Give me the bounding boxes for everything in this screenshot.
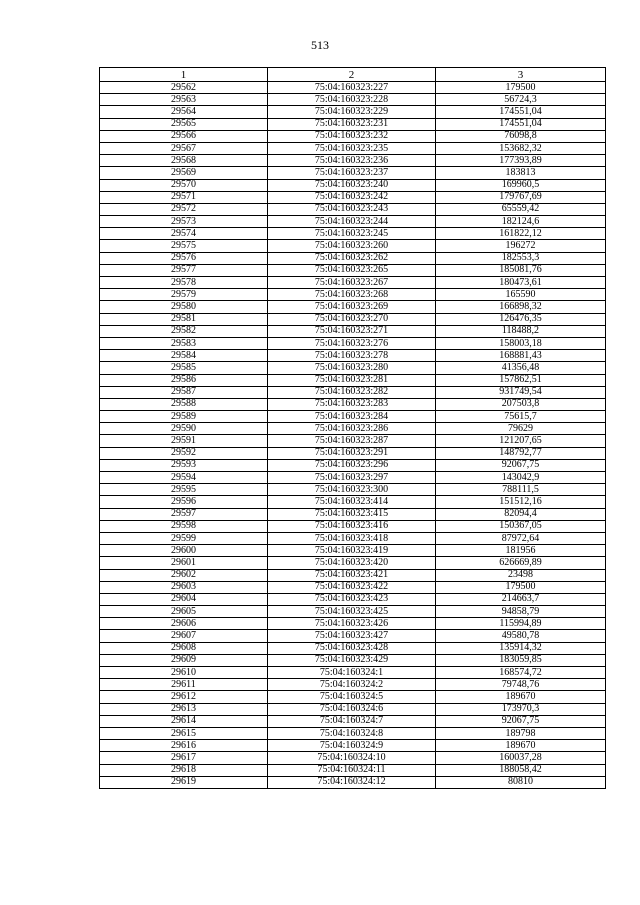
row-number-cell: 29595 (100, 484, 268, 496)
cadastral-number-cell: 75:04:160323:267 (268, 277, 436, 289)
cadastral-number-cell: 75:04:160323:245 (268, 228, 436, 240)
cadastral-number-cell: 75:04:160323:300 (268, 484, 436, 496)
table-row (100, 240, 606, 252)
cadastral-number-cell: 75:04:160324:5 (268, 691, 436, 703)
cadastral-number-cell: 75:04:160324:6 (268, 703, 436, 715)
table-row (100, 691, 606, 703)
cadastral-number-cell: 75:04:160324:1 (268, 667, 436, 679)
cadastral-number-cell: 75:04:160323:270 (268, 313, 436, 325)
value-cell: 179500 (436, 581, 606, 593)
value-cell: 168574,72 (436, 667, 606, 679)
row-number-cell: 29578 (100, 277, 268, 289)
row-number-cell: 29601 (100, 557, 268, 569)
row-number-cell: 29579 (100, 289, 268, 301)
cadastral-number-cell: 75:04:160323:269 (268, 301, 436, 313)
cadastral-number-cell: 75:04:160323:296 (268, 459, 436, 471)
row-number-cell: 29582 (100, 325, 268, 337)
column-header-1: 1 (100, 68, 268, 82)
column-header-2: 2 (268, 68, 436, 82)
row-number-cell: 29608 (100, 642, 268, 654)
table-row (100, 386, 606, 398)
table-row (100, 545, 606, 557)
row-number-cell: 29590 (100, 423, 268, 435)
value-cell: 153682,32 (436, 142, 606, 154)
row-number-cell: 29576 (100, 252, 268, 264)
table-row (100, 411, 606, 423)
row-number-cell: 29586 (100, 374, 268, 386)
data-table (99, 67, 606, 789)
value-cell: 168881,43 (436, 350, 606, 362)
cadastral-number-cell: 75:04:160323:427 (268, 630, 436, 642)
table-row (100, 715, 606, 727)
row-number-cell: 29603 (100, 581, 268, 593)
row-number-cell: 29611 (100, 679, 268, 691)
value-cell: 173970,3 (436, 703, 606, 715)
value-cell: 788111,5 (436, 484, 606, 496)
table-row (100, 776, 606, 788)
row-number-cell: 29573 (100, 216, 268, 228)
value-cell: 76098,8 (436, 130, 606, 142)
table-row (100, 520, 606, 532)
cadastral-number-cell: 75:04:160323:282 (268, 386, 436, 398)
cadastral-number-cell: 75:04:160323:237 (268, 167, 436, 179)
table-row (100, 532, 606, 544)
table-row (100, 106, 606, 118)
row-number-cell: 29610 (100, 667, 268, 679)
value-cell: 161822,12 (436, 228, 606, 240)
cadastral-number-cell: 75:04:160323:422 (268, 581, 436, 593)
table-row (100, 216, 606, 228)
table-row (100, 130, 606, 142)
cadastral-number-cell: 75:04:160323:244 (268, 216, 436, 228)
value-cell: 143042,9 (436, 472, 606, 484)
value-cell: 183813 (436, 167, 606, 179)
value-cell: 92067,75 (436, 715, 606, 727)
value-cell: 75615,7 (436, 411, 606, 423)
column-header-3: 3 (436, 68, 606, 82)
cadastral-number-cell: 75:04:160323:415 (268, 508, 436, 520)
value-cell: 160037,28 (436, 752, 606, 764)
table-row (100, 447, 606, 459)
row-number-cell: 29617 (100, 752, 268, 764)
value-cell: 115994,89 (436, 618, 606, 630)
value-cell: 126476,35 (436, 313, 606, 325)
value-cell: 177393,89 (436, 155, 606, 167)
cadastral-number-cell: 75:04:160323:428 (268, 642, 436, 654)
value-cell: 196272 (436, 240, 606, 252)
value-cell: 189670 (436, 740, 606, 752)
value-cell: 931749,54 (436, 386, 606, 398)
table-row (100, 435, 606, 447)
value-cell: 79748,76 (436, 679, 606, 691)
table-row (100, 667, 606, 679)
row-number-cell: 29613 (100, 703, 268, 715)
value-cell: 166898,32 (436, 301, 606, 313)
cadastral-number-cell: 75:04:160323:229 (268, 106, 436, 118)
row-number-cell: 29592 (100, 447, 268, 459)
cadastral-number-cell: 75:04:160323:280 (268, 362, 436, 374)
table-row (100, 289, 606, 301)
table-header-row (100, 68, 606, 82)
row-number-cell: 29606 (100, 618, 268, 630)
row-number-cell: 29580 (100, 301, 268, 313)
row-number-cell: 29575 (100, 240, 268, 252)
table-row (100, 118, 606, 130)
value-cell: 180473,61 (436, 277, 606, 289)
row-number-cell: 29597 (100, 508, 268, 520)
table-row (100, 703, 606, 715)
row-number-cell: 29596 (100, 496, 268, 508)
value-cell: 207503,8 (436, 398, 606, 410)
cadastral-number-cell: 75:04:160323:419 (268, 545, 436, 557)
cadastral-number-cell: 75:04:160323:262 (268, 252, 436, 264)
cadastral-number-cell: 75:04:160323:429 (268, 654, 436, 666)
row-number-cell: 29583 (100, 337, 268, 349)
cadastral-number-cell: 75:04:160324:11 (268, 764, 436, 776)
table-row (100, 654, 606, 666)
row-number-cell: 29568 (100, 155, 268, 167)
table-row (100, 764, 606, 776)
row-number-cell: 29565 (100, 118, 268, 130)
value-cell: 49580,78 (436, 630, 606, 642)
value-cell: 150367,05 (436, 520, 606, 532)
table-row (100, 264, 606, 276)
value-cell: 135914,32 (436, 642, 606, 654)
cadastral-number-cell: 75:04:160323:227 (268, 82, 436, 94)
row-number-cell: 29585 (100, 362, 268, 374)
row-number-cell: 29598 (100, 520, 268, 532)
table-row (100, 752, 606, 764)
value-cell: 41356,48 (436, 362, 606, 374)
row-number-cell: 29569 (100, 167, 268, 179)
row-number-cell: 29616 (100, 740, 268, 752)
table-row (100, 142, 606, 154)
value-cell: 65559,42 (436, 203, 606, 215)
table-row (100, 398, 606, 410)
cadastral-number-cell: 75:04:160324:10 (268, 752, 436, 764)
table-row (100, 423, 606, 435)
cadastral-number-cell: 75:04:160323:426 (268, 618, 436, 630)
cadastral-number-cell: 75:04:160323:231 (268, 118, 436, 130)
table-row (100, 618, 606, 630)
row-number-cell: 29562 (100, 82, 268, 94)
cadastral-number-cell: 75:04:160323:243 (268, 203, 436, 215)
table-row (100, 362, 606, 374)
row-number-cell: 29605 (100, 606, 268, 618)
cadastral-number-cell: 75:04:160323:287 (268, 435, 436, 447)
table-row (100, 313, 606, 325)
table-row (100, 167, 606, 179)
cadastral-number-cell: 75:04:160323:281 (268, 374, 436, 386)
value-cell: 157862,51 (436, 374, 606, 386)
table-row (100, 557, 606, 569)
table-row (100, 179, 606, 191)
value-cell: 148792,77 (436, 447, 606, 459)
value-cell: 169960,5 (436, 179, 606, 191)
value-cell: 181956 (436, 545, 606, 557)
value-cell: 182553,3 (436, 252, 606, 264)
row-number-cell: 29593 (100, 459, 268, 471)
table-row (100, 630, 606, 642)
row-number-cell: 29619 (100, 776, 268, 788)
cadastral-number-cell: 75:04:160323:236 (268, 155, 436, 167)
value-cell: 185081,76 (436, 264, 606, 276)
cadastral-number-cell: 75:04:160324:2 (268, 679, 436, 691)
cadastral-number-cell: 75:04:160324:7 (268, 715, 436, 727)
table-row (100, 484, 606, 496)
value-cell: 80810 (436, 776, 606, 788)
page-number: 513 (311, 38, 329, 52)
row-number-cell: 29614 (100, 715, 268, 727)
table-row (100, 252, 606, 264)
row-number-cell: 29588 (100, 398, 268, 410)
value-cell: 158003,18 (436, 337, 606, 349)
value-cell: 23498 (436, 569, 606, 581)
cadastral-number-cell: 75:04:160323:240 (268, 179, 436, 191)
table-row (100, 642, 606, 654)
row-number-cell: 29570 (100, 179, 268, 191)
table-row (100, 679, 606, 691)
table-row (100, 581, 606, 593)
row-number-cell: 29574 (100, 228, 268, 240)
table-row (100, 191, 606, 203)
cadastral-number-cell: 75:04:160323:276 (268, 337, 436, 349)
row-number-cell: 29602 (100, 569, 268, 581)
value-cell: 87972,64 (436, 532, 606, 544)
cadastral-number-cell: 75:04:160323:265 (268, 264, 436, 276)
table-row (100, 459, 606, 471)
cadastral-number-cell: 75:04:160323:284 (268, 411, 436, 423)
cadastral-number-cell: 75:04:160323:425 (268, 606, 436, 618)
value-cell: 174551,04 (436, 106, 606, 118)
table-row (100, 727, 606, 739)
table-row (100, 472, 606, 484)
cadastral-number-cell: 75:04:160323:260 (268, 240, 436, 252)
cadastral-number-cell: 75:04:160323:421 (268, 569, 436, 581)
cadastral-number-cell: 75:04:160323:283 (268, 398, 436, 410)
table-row (100, 325, 606, 337)
row-number-cell: 29615 (100, 727, 268, 739)
cadastral-number-cell: 75:04:160323:297 (268, 472, 436, 484)
table-row (100, 606, 606, 618)
value-cell: 79629 (436, 423, 606, 435)
table-row (100, 496, 606, 508)
table-body (100, 82, 606, 789)
cadastral-number-cell: 75:04:160323:228 (268, 94, 436, 106)
row-number-cell: 29589 (100, 411, 268, 423)
table-row (100, 228, 606, 240)
value-cell: 189798 (436, 727, 606, 739)
table-row (100, 508, 606, 520)
cadastral-number-cell: 75:04:160323:271 (268, 325, 436, 337)
value-cell: 179500 (436, 82, 606, 94)
cadastral-number-cell: 75:04:160324:8 (268, 727, 436, 739)
table-row (100, 82, 606, 94)
row-number-cell: 29618 (100, 764, 268, 776)
cadastral-number-cell: 75:04:160323:242 (268, 191, 436, 203)
value-cell: 182124,6 (436, 216, 606, 228)
table-row (100, 569, 606, 581)
table-row (100, 301, 606, 313)
row-number-cell: 29571 (100, 191, 268, 203)
table-row (100, 94, 606, 106)
table-row (100, 374, 606, 386)
value-cell: 183059,85 (436, 654, 606, 666)
row-number-cell: 29607 (100, 630, 268, 642)
cadastral-number-cell: 75:04:160324:9 (268, 740, 436, 752)
cadastral-number-cell: 75:04:160323:232 (268, 130, 436, 142)
row-number-cell: 29584 (100, 350, 268, 362)
table-row (100, 740, 606, 752)
row-number-cell: 29612 (100, 691, 268, 703)
value-cell: 92067,75 (436, 459, 606, 471)
row-number-cell: 29577 (100, 264, 268, 276)
value-cell: 188058,42 (436, 764, 606, 776)
value-cell: 179767,69 (436, 191, 606, 203)
cadastral-number-cell: 75:04:160323:235 (268, 142, 436, 154)
cadastral-number-cell: 75:04:160323:291 (268, 447, 436, 459)
cadastral-number-cell: 75:04:160323:286 (268, 423, 436, 435)
row-number-cell: 29600 (100, 545, 268, 557)
cadastral-number-cell: 75:04:160323:416 (268, 520, 436, 532)
value-cell: 151512,16 (436, 496, 606, 508)
row-number-cell: 29609 (100, 654, 268, 666)
row-number-cell: 29581 (100, 313, 268, 325)
row-number-cell: 29604 (100, 593, 268, 605)
row-number-cell: 29567 (100, 142, 268, 154)
cadastral-number-cell: 75:04:160323:278 (268, 350, 436, 362)
row-number-cell: 29594 (100, 472, 268, 484)
value-cell: 174551,04 (436, 118, 606, 130)
value-cell: 82094,4 (436, 508, 606, 520)
table-row (100, 593, 606, 605)
row-number-cell: 29564 (100, 106, 268, 118)
value-cell: 118488,2 (436, 325, 606, 337)
row-number-cell: 29587 (100, 386, 268, 398)
cadastral-number-cell: 75:04:160324:12 (268, 776, 436, 788)
table-row (100, 277, 606, 289)
cadastral-number-cell: 75:04:160323:418 (268, 532, 436, 544)
table-row (100, 203, 606, 215)
value-cell: 94858,79 (436, 606, 606, 618)
cadastral-number-cell: 75:04:160323:414 (268, 496, 436, 508)
table-row (100, 350, 606, 362)
cadastral-number-cell: 75:04:160323:423 (268, 593, 436, 605)
row-number-cell: 29572 (100, 203, 268, 215)
value-cell: 214663,7 (436, 593, 606, 605)
cadastral-number-cell: 75:04:160323:268 (268, 289, 436, 301)
row-number-cell: 29591 (100, 435, 268, 447)
value-cell: 56724,3 (436, 94, 606, 106)
row-number-cell: 29563 (100, 94, 268, 106)
row-number-cell: 29599 (100, 532, 268, 544)
cadastral-number-cell: 75:04:160323:420 (268, 557, 436, 569)
table-row (100, 337, 606, 349)
value-cell: 165590 (436, 289, 606, 301)
value-cell: 189670 (436, 691, 606, 703)
value-cell: 626669,89 (436, 557, 606, 569)
table-row (100, 155, 606, 167)
row-number-cell: 29566 (100, 130, 268, 142)
value-cell: 121207,65 (436, 435, 606, 447)
